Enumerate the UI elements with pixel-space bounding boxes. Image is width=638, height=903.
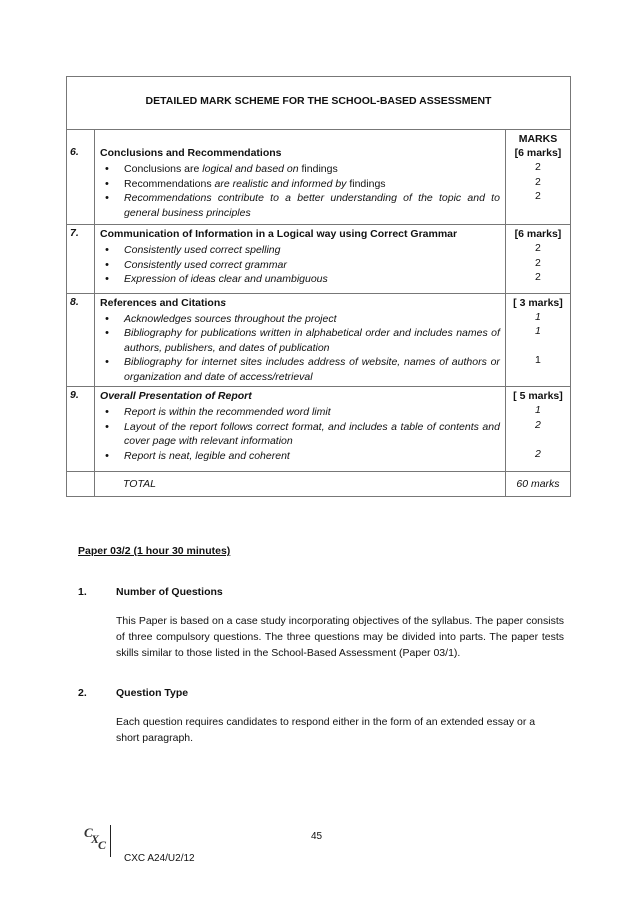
page-number: 45 <box>311 831 323 842</box>
section-title: Number of Questions <box>116 586 223 598</box>
criterion-mark: 2 <box>535 447 541 460</box>
svg-text:C: C <box>84 825 93 840</box>
section-body: Each question requires candidates to respond either in the form of an extended essay or a short paragraph. <box>116 716 536 744</box>
criterion-item: • Bibliography for publications written in alphabetical order and includes names of authors, publishers, and dates of publication <box>100 326 500 355</box>
section-total-marks: [ 5 marks] <box>513 390 563 402</box>
criterion-item: • Acknowledges sources throughout the project <box>100 312 500 327</box>
footer-divider <box>110 825 111 857</box>
section-number: 7. <box>67 225 95 294</box>
section-heading: Conclusions and Recommendations <box>100 147 282 159</box>
section-number: 6. <box>67 130 95 225</box>
svg-text:X: X <box>91 832 100 846</box>
section-heading: Communication of Information in a Logical way using Correct Grammar <box>100 228 458 240</box>
svg-text:C: C <box>98 838 107 852</box>
total-label: TOTAL <box>123 478 156 490</box>
total-value: 60 marks <box>516 478 560 490</box>
document-code: CXC A24/U2/12 <box>124 853 195 864</box>
scheme-section-9 <box>67 387 571 472</box>
mark-scheme-table <box>66 76 571 497</box>
marks-column-header: MARKS <box>518 133 558 145</box>
section-heading: Overall Presentation of Report <box>100 390 252 402</box>
criterion-item: • Expression of ideas clear and unambiguous <box>100 272 500 287</box>
criterion-mark: 2 <box>535 242 541 254</box>
criterion-mark: 2 <box>535 161 541 173</box>
criterion-item: • Report is neat, legible and coherent <box>100 449 500 464</box>
criterion-mark: 1 <box>535 325 541 337</box>
section-number: 2. <box>78 687 87 699</box>
criterion-mark: 2 <box>535 190 541 202</box>
criterion-item: • Conclusions are logical and based on findings <box>100 162 500 177</box>
criterion-mark: 1 <box>535 404 541 416</box>
scheme-section-8: 8. References and Citations • Acknowledges sources throughout the project • Bibliography for publications written in alphabetical order and includes names of authors, publishers, and dates of publication • Bibliography for internet sites includes address of website, names of authors or organization and date of access/retrieval [ 3 marks] 1 1 1 <box>67 293 571 387</box>
scheme-section-7 <box>67 225 571 294</box>
section-number: 8. <box>67 293 95 387</box>
scheme-section-6 <box>67 130 571 225</box>
criterion-mark: 2 <box>535 175 541 188</box>
criterion-mark: 2 <box>535 256 541 269</box>
criterion-mark: 1 <box>535 310 541 323</box>
section-total-marks: [6 marks] <box>514 228 562 240</box>
paper-title: Paper 03/2 (1 hour 30 minutes) <box>78 545 231 557</box>
mark-scheme-title: DETAILED MARK SCHEME FOR THE SCHOOL-BASED ASSESSMENT <box>67 77 571 130</box>
criterion-item: • Layout of the report follows correct format, and includes a table of contents and cover page with relevant information <box>100 420 500 449</box>
criterion-item: • Recommendations are realistic and informed by findings <box>100 177 500 192</box>
cxc-logo-icon <box>84 823 110 853</box>
section-body: This Paper is based on a case study incorporating objectives of the syllabus. The paper consists of three compulsory questions. The three questions may be divided into parts. The paper tests skills similar to those listed in the School-Based Assessment (Paper 03/1). <box>116 615 564 659</box>
criterion-item: • Consistently used correct grammar <box>100 258 500 273</box>
criterion-item: • Consistently used correct spelling <box>100 243 500 258</box>
criterion-item: • Recommendations contribute to a better understanding of the topic and to general business principles <box>100 191 500 220</box>
section-title: Question Type <box>116 687 189 699</box>
section-number: 1. <box>78 586 87 598</box>
section-number: 9. <box>67 387 95 472</box>
section-total-marks: [6 marks] <box>514 147 562 159</box>
criterion-item: • Report is within the recommended word limit <box>100 405 500 420</box>
criterion-item: • Bibliography for internet sites includes address of website, names of authors or organization and date of access/retrieval <box>100 355 500 384</box>
criterion-mark: 2 <box>535 271 541 283</box>
section-total-marks: [ 3 marks] <box>513 296 563 309</box>
criterion-mark: 1 <box>535 354 541 366</box>
criterion-mark: 2 <box>535 418 541 431</box>
scheme-total-row <box>67 472 571 497</box>
